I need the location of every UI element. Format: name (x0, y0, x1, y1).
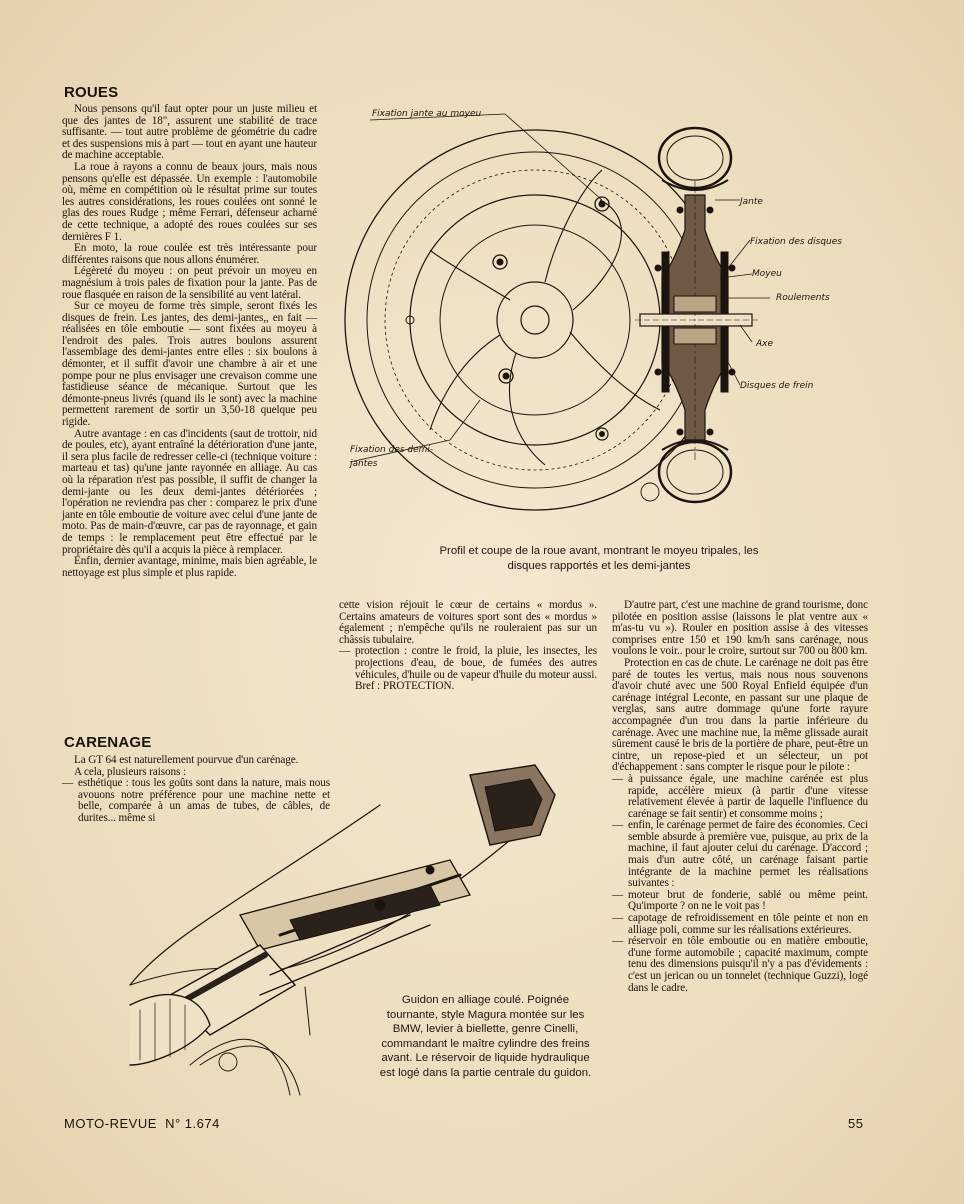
list-item: — enfin, le carénage permet de faire des économies. Ceci semble absurde à première vue, puisque, au prix de la machine, il faut ajouter celui du carénage. D'accord ; mais d'un autre côté, un carénage faisant partie intégrante de la machine permet les réalisations suivantes : (612, 820, 868, 890)
paragraph: D'autre part, c'est une machine de grand tourisme, donc pilotée en position assise (laissons le plat ventre aux « m'as-tu vu »). Rouler en position assise à des vitesses comprises entre 150 et 190 km/h sans carénage, nous voulons le voir.. pour le croire, surtout sur 700 ou 800 km. (612, 599, 868, 658)
wheel-section (635, 128, 758, 502)
label-disques-frein: Disques de frein (740, 381, 814, 391)
section-title-roues: ROUES (64, 84, 119, 101)
list-item: — capotage de refroidissement en tôle peinte et non en alliage poli, comme sur les réalisations extérieures. (612, 913, 868, 936)
right-text (612, 600, 868, 994)
section-title-carenage: CARENAGE (64, 734, 152, 751)
label-fixation-jante: Fixation jante au moyeu (372, 109, 482, 119)
middle-text (339, 600, 597, 693)
handlebar-caption: Guidon en alliage coulé. Poignée tournante, style Magura montée sur les BMW, levier à biellette, genre Cinelli, commandant le maître cylindre des freins avant. Le réservoir de liquide hydraulique est logé dans la partie centrale du guidon. (379, 994, 592, 1079)
roues-text (62, 104, 317, 579)
paragraph: Nous pensons qu'il faut opter pour un juste milieu et que des jantes de 18", assurent une stabilité de trace suffisante. — tout autre problème de géométrie du cadre et des suspensions mis à part — tout en ayant une hauteur de machine acceptable. (62, 103, 317, 162)
list-item: — réservoir en tôle emboutie ou en matière emboutie, d'une forme automobile ; capacité maximum, compte tenu des dimensions puisqu'il n'y a pas d'évidements : c'est un jerican ou un tonnelet (technique Guzzi), logé dans le cadre. (612, 936, 868, 994)
paragraph: Protection en cas de chute. Le carénage ne doit pas être paré de toutes les vertus, mais nous nous souvenons d'avoir chuté avec une 500 Royal Enfield équipée d'un carénage intégral Leconte, en passant sur une plaque de verglas, sans autre dommage qu'une forte rayure accompagnée d'un trou dans la partie inférieure du carénage. Avec une machine nue, la même glissade aurait sûrement causé le bris de la portière de phare, peut-être un cintre, un repose-pied et un sélecteur, un pot d'échappement : sans compter le risque pour le pilote : (612, 656, 868, 774)
paragraph: La roue à rayons a connu de beaux jours, mais nous pensons qu'elle est dépassée. Un exemple : l'automobile où, même en compétition où le résultat prime sur toutes les autres considérations, les roues coulées ont sonné le glas des roues Rudge ; même Ferrari, défenseur acharné de cette technique, a adopté des roues coulées sur ses dernières F 1. (62, 160, 317, 243)
wheel-drawing (340, 100, 870, 540)
footer-magazine: MOTO-REVUE N° 1.674 (64, 1116, 220, 1131)
page-number: 55 (848, 1116, 864, 1131)
label-fixation-disques: Fixation des disques (750, 237, 842, 247)
label-fixation-demi-jantes: Fixation des demi- (350, 445, 434, 455)
list-item: — protection : contre le froid, la pluie, les insectes, les projections d'eau, de boue, de fumées des autres véhicules, d'huile ou de vapeur d'huile du moteur aussi. Bref : PROTECTION. (339, 646, 597, 692)
paragraph: cette vision réjouit le cœur de certains « mordus ». Certains amateurs de voitures sport sont des « mordus » également ; n'empêche qu'ils ne rouleraient pas sur un châssis tubulaire. (339, 599, 597, 646)
paragraph: Légèreté du moyeu : on peut prévoir un moyeu en magnésium à trois pales de fixation pour la jante. Pas de roue flasquée en raison de la sensibilité au vent latéral. (62, 265, 317, 301)
label-jante: Jante (740, 197, 763, 207)
label-axe: Axe (756, 339, 774, 349)
list-item: — à puissance égale, une machine carénée est plus rapide, accélère mieux (à partir d'une vitesse relativement élevée à partir de laquelle l'influence du carénage se fait sentir) et consomme moins ; (612, 774, 868, 820)
list-item: — esthétique : tous les goûts sont dans la nature, mais nous avouons notre préférence pour une machine nette et belle, comparée à un amas de tubes, de câbles, de durites... même si (62, 778, 330, 824)
paragraph: A cela, plusieurs raisons : (74, 765, 186, 778)
label-fixation-demi-jantes-2: jantes (350, 459, 378, 469)
wheel-caption: Profil et coupe de la roue avant, montrant le moyeu tripales, les disques rapportés et les demi-jantes (439, 545, 759, 572)
label-roulements: Roulements (776, 293, 830, 303)
label-moyeu: Moyeu (752, 269, 782, 279)
paragraph: Enfin, dernier avantage, minime, mais bien agréable, le nettoyage est plus simple et plus rapide. (62, 555, 317, 579)
paragraph: Sur ce moyeu de forme très simple, seront fixés les disques de frein. Les jantes, des demi-jantes,, en fait — réalisées en tôle emboutie — sont fixées au moyeu à l'endroit des pales. Trois autres boulons assurent l'assemblage des demi-jantes entre elles : six boulons à démonter, et il suffit d'avoir une chambre à air et une pompe pour ne plus envisager une crevaison comme une fastidieuse séance de mécanique. Surtout que les démonte-pneus livrés (quand ils le sont) avec la machine permettent rarement de sortir un 3,50-18 quelque peu rigide. (62, 300, 317, 429)
paragraph: La GT 64 est naturellement pourvue d'un carénage. (74, 754, 299, 766)
paragraph: En moto, la roue coulée est très intéressante pour différentes raisons que nous allons énumérer. (62, 242, 317, 266)
paragraph: Autre avantage : en cas d'incidents (saut de trottoir, nid de poules, etc), ayant entraîné la détérioration d'une jante, il sera plus facile de redresser celle-ci (technique voiture : marteau et tas) qu'une jante rayonnée en alliage. Au cas où la réparation n'est pas possible, il suffit de changer la demi-jante ou les deux demi-jantes détériorées ; l'opération ne reviendra pas cher : comparez le prix d'une jante en tôle emboutie de voiture avec celui d'une jante de moto. Pas de main-d'œuvre, car pas de rayonnage, et gain de temps : le remplacement peut être effectué par le propriétaire dès qu'il a acquis la pièce à remplacer. (62, 427, 317, 556)
list-item: — moteur brut de fonderie, sablé ou même peint. Qu'importe ? on ne le voit pas ! (612, 890, 868, 913)
